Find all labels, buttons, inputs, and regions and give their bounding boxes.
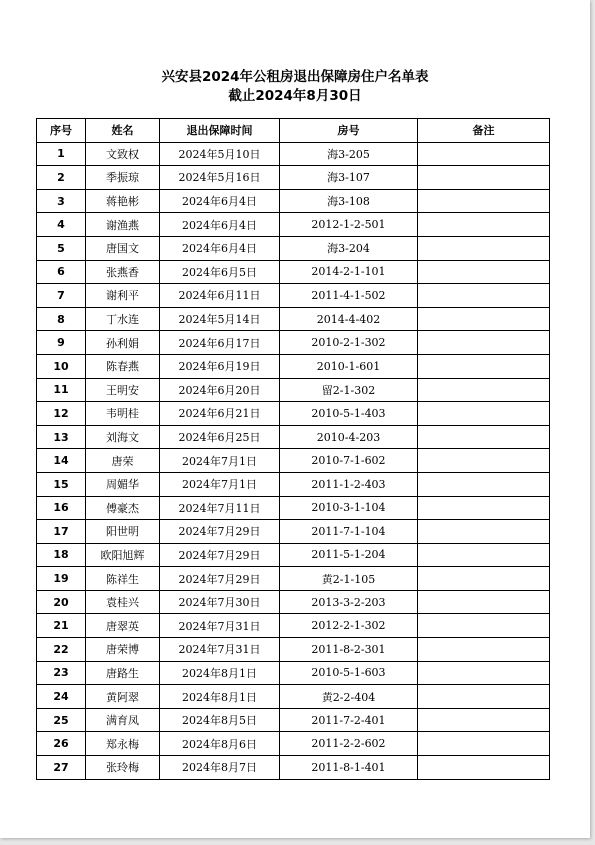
cell-room-no: 2010-3-1-104 (280, 496, 418, 520)
cell-room-no: 2010-5-1-403 (280, 402, 418, 426)
cell-name: 陈春燕 (86, 354, 160, 378)
cell-seq: 22 (37, 638, 86, 662)
cell-seq: 19 (37, 567, 86, 591)
cell-seq: 12 (37, 402, 86, 426)
cell-name: 傅豪杰 (86, 496, 160, 520)
cell-seq: 23 (37, 661, 86, 685)
cell-remarks (418, 732, 550, 756)
cell-name: 欧阳旭辉 (86, 543, 160, 567)
table-row (37, 543, 550, 567)
cell-room-no: 2010-5-1-603 (280, 661, 418, 685)
cell-room-no: 2014-4-402 (280, 307, 418, 331)
cell-seq: 17 (37, 520, 86, 544)
cell-exit-date: 2024年6月4日 (160, 236, 280, 260)
cell-seq: 11 (37, 378, 86, 402)
cell-seq: 1 (37, 142, 86, 166)
cell-exit-date: 2024年6月4日 (160, 189, 280, 213)
cell-remarks (418, 756, 550, 780)
cell-exit-date: 2024年5月16日 (160, 166, 280, 190)
table-row (37, 307, 550, 331)
cell-exit-date: 2024年6月20日 (160, 378, 280, 402)
cell-seq: 10 (37, 354, 86, 378)
table-row (37, 260, 550, 284)
header-seq: 序号 (37, 119, 86, 143)
cell-remarks (418, 402, 550, 426)
cell-remarks (418, 661, 550, 685)
cell-exit-date: 2024年6月17日 (160, 331, 280, 355)
cell-room-no: 留2-1-302 (280, 378, 418, 402)
cell-room-no: 2011-7-1-104 (280, 520, 418, 544)
cell-remarks (418, 354, 550, 378)
cell-room-no: 2010-1-601 (280, 354, 418, 378)
cell-name: 黄阿翠 (86, 685, 160, 709)
cell-name: 唐荣博 (86, 638, 160, 662)
cell-remarks (418, 496, 550, 520)
cell-seq: 21 (37, 614, 86, 638)
cell-exit-date: 2024年7月11日 (160, 496, 280, 520)
cell-exit-date: 2024年8月7日 (160, 756, 280, 780)
cell-room-no: 2013-3-2-203 (280, 590, 418, 614)
cell-seq: 3 (37, 189, 86, 213)
table-row (37, 284, 550, 308)
document-title: 兴安县2024年公租房退出保障房住户名单表 (161, 69, 429, 85)
cell-room-no: 海3-205 (280, 142, 418, 166)
table-row (37, 756, 550, 780)
cell-exit-date: 2024年7月29日 (160, 520, 280, 544)
tenant-table (36, 118, 550, 780)
cell-seq: 6 (37, 260, 86, 284)
cell-seq: 26 (37, 732, 86, 756)
cell-name: 季振琼 (86, 166, 160, 190)
cell-room-no: 黄2-1-105 (280, 567, 418, 591)
cell-room-no: 2011-8-1-401 (280, 756, 418, 780)
cell-room-no: 2010-7-1-602 (280, 449, 418, 473)
cell-exit-date: 2024年6月11日 (160, 284, 280, 308)
cell-room-no: 海3-107 (280, 166, 418, 190)
cell-remarks (418, 567, 550, 591)
cell-exit-date: 2024年7月31日 (160, 614, 280, 638)
cell-room-no: 黄2-2-404 (280, 685, 418, 709)
cell-seq: 14 (37, 449, 86, 473)
table-row (37, 614, 550, 638)
cell-exit-date: 2024年6月19日 (160, 354, 280, 378)
table-row (37, 520, 550, 544)
cell-remarks (418, 378, 550, 402)
header-room-no: 房号 (280, 119, 418, 143)
cell-room-no: 2012-1-2-501 (280, 213, 418, 237)
table-row (37, 354, 550, 378)
table-header-row (37, 119, 550, 143)
table-row (37, 638, 550, 662)
cell-room-no: 海3-204 (280, 236, 418, 260)
cell-name: 唐翠英 (86, 614, 160, 638)
cell-name: 阳世明 (86, 520, 160, 544)
cell-room-no: 海3-108 (280, 189, 418, 213)
cell-name: 唐路生 (86, 661, 160, 685)
cell-exit-date: 2024年7月29日 (160, 567, 280, 591)
cell-remarks (418, 307, 550, 331)
cell-exit-date: 2024年7月30日 (160, 590, 280, 614)
cell-room-no: 2011-1-2-403 (280, 472, 418, 496)
cell-seq: 5 (37, 236, 86, 260)
cell-name: 张玲梅 (86, 756, 160, 780)
cell-remarks (418, 685, 550, 709)
cell-remarks (418, 260, 550, 284)
table-row (37, 685, 550, 709)
table-row (37, 472, 550, 496)
cell-seq: 24 (37, 685, 86, 709)
table-row (37, 142, 550, 166)
cell-remarks (418, 638, 550, 662)
table-row (37, 378, 550, 402)
cell-name: 文致权 (86, 142, 160, 166)
cell-name: 张燕香 (86, 260, 160, 284)
header-name: 姓名 (86, 119, 160, 143)
cell-exit-date: 2024年8月1日 (160, 685, 280, 709)
table-row (37, 189, 550, 213)
cell-room-no: 2012-2-1-302 (280, 614, 418, 638)
cell-remarks (418, 708, 550, 732)
cell-seq: 27 (37, 756, 86, 780)
cell-exit-date: 2024年7月1日 (160, 472, 280, 496)
cell-name: 蒋艳彬 (86, 189, 160, 213)
cell-room-no: 2014-2-1-101 (280, 260, 418, 284)
table-row (37, 590, 550, 614)
cell-seq: 7 (37, 284, 86, 308)
cell-room-no: 2011-5-1-204 (280, 543, 418, 567)
cell-exit-date: 2024年7月1日 (160, 449, 280, 473)
cell-name: 郑永梅 (86, 732, 160, 756)
cell-room-no: 2011-7-2-401 (280, 708, 418, 732)
cell-name: 周媚华 (86, 472, 160, 496)
cell-seq: 13 (37, 425, 86, 449)
cell-remarks (418, 425, 550, 449)
cell-name: 谢渔燕 (86, 213, 160, 237)
cell-remarks (418, 472, 550, 496)
cell-seq: 4 (37, 213, 86, 237)
cell-remarks (418, 590, 550, 614)
cell-exit-date: 2024年8月1日 (160, 661, 280, 685)
cell-exit-date: 2024年7月31日 (160, 638, 280, 662)
cell-remarks (418, 449, 550, 473)
table-row (37, 496, 550, 520)
cell-seq: 16 (37, 496, 86, 520)
cell-room-no: 2010-4-203 (280, 425, 418, 449)
cell-exit-date: 2024年6月5日 (160, 260, 280, 284)
cell-exit-date: 2024年6月4日 (160, 213, 280, 237)
cell-remarks (418, 166, 550, 190)
cell-exit-date: 2024年8月5日 (160, 708, 280, 732)
table-row (37, 425, 550, 449)
cell-remarks (418, 284, 550, 308)
header-exit-date: 退出保障时间 (160, 119, 280, 143)
cell-name: 陈祥生 (86, 567, 160, 591)
cell-name: 韦明桂 (86, 402, 160, 426)
table-row (37, 567, 550, 591)
cell-name: 丁水连 (86, 307, 160, 331)
cell-name: 唐国文 (86, 236, 160, 260)
cell-seq: 9 (37, 331, 86, 355)
cell-room-no: 2011-4-1-502 (280, 284, 418, 308)
cell-seq: 20 (37, 590, 86, 614)
cell-remarks (418, 142, 550, 166)
table-row (37, 236, 550, 260)
cell-remarks (418, 614, 550, 638)
cell-name: 袁桂兴 (86, 590, 160, 614)
cell-name: 刘海文 (86, 425, 160, 449)
cell-exit-date: 2024年7月29日 (160, 543, 280, 567)
table-row (37, 661, 550, 685)
cell-name: 唐荣 (86, 449, 160, 473)
cell-name: 谢利平 (86, 284, 160, 308)
cell-exit-date: 2024年6月21日 (160, 402, 280, 426)
cell-remarks (418, 213, 550, 237)
cell-room-no: 2011-2-2-602 (280, 732, 418, 756)
table-row (37, 449, 550, 473)
cell-exit-date: 2024年6月25日 (160, 425, 280, 449)
cell-exit-date: 2024年5月14日 (160, 307, 280, 331)
cell-seq: 8 (37, 307, 86, 331)
table-body (37, 142, 550, 779)
table-row (37, 708, 550, 732)
cell-seq: 2 (37, 166, 86, 190)
cell-exit-date: 2024年5月10日 (160, 142, 280, 166)
header-remarks: 备注 (418, 119, 550, 143)
cell-name: 王明安 (86, 378, 160, 402)
table-row (37, 213, 550, 237)
cell-seq: 18 (37, 543, 86, 567)
cell-seq: 25 (37, 708, 86, 732)
cell-room-no: 2010-2-1-302 (280, 331, 418, 355)
cell-remarks (418, 331, 550, 355)
table-row (37, 166, 550, 190)
table-row (37, 402, 550, 426)
cell-remarks (418, 236, 550, 260)
cell-name: 孙利娟 (86, 331, 160, 355)
table-row (37, 732, 550, 756)
cell-seq: 15 (37, 472, 86, 496)
cell-name: 满育凤 (86, 708, 160, 732)
document-subtitle: 截止2024年8月30日 (228, 88, 362, 104)
cell-room-no: 2011-8-2-301 (280, 638, 418, 662)
cell-exit-date: 2024年8月6日 (160, 732, 280, 756)
cell-remarks (418, 189, 550, 213)
cell-remarks (418, 543, 550, 567)
table-row (37, 331, 550, 355)
cell-remarks (418, 520, 550, 544)
